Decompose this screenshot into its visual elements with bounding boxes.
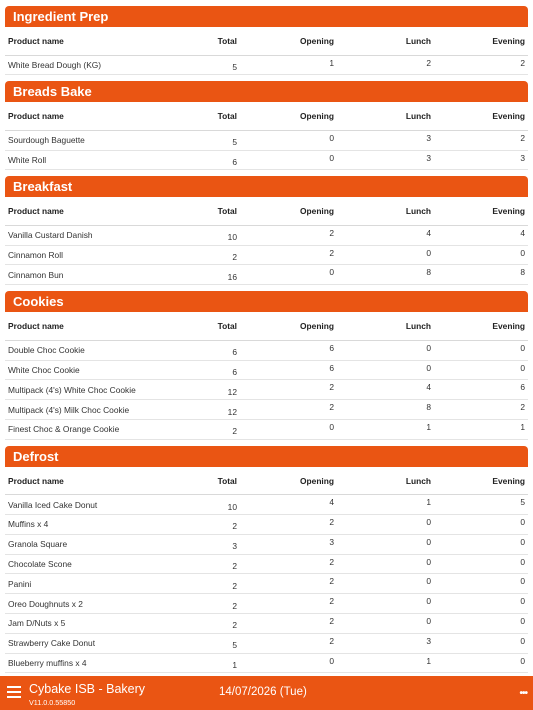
table-row[interactable] [5, 534, 528, 554]
lunch-cell: 8 [337, 400, 434, 420]
total-cell: 2 [185, 419, 240, 439]
table-header-row [5, 312, 528, 340]
evening-cell: 1 [434, 419, 528, 439]
column-header-product: Product name [5, 312, 185, 340]
column-header-total: Total [185, 467, 240, 495]
product-name-cell: Cinnamon Roll [5, 245, 185, 265]
section-defrost [5, 446, 528, 674]
product-name-cell: Jam D/Nuts x 5 [5, 614, 185, 634]
product-name-cell: Vanilla Custard Danish [5, 225, 185, 245]
product-name-cell: Muffins x 4 [5, 515, 185, 535]
total-cell: 2 [185, 574, 240, 594]
total-cell: 5 [185, 633, 240, 653]
total-cell: 12 [185, 380, 240, 400]
total-cell: 10 [185, 225, 240, 245]
product-name-cell: Panini [5, 574, 185, 594]
column-header-opening: Opening [240, 467, 337, 495]
total-cell: 12 [185, 400, 240, 420]
opening-cell: 2 [240, 594, 337, 614]
lunch-cell: 8 [337, 265, 434, 285]
table-row[interactable] [5, 495, 528, 515]
product-table [5, 197, 528, 285]
table-header-row [5, 197, 528, 225]
opening-cell: 0 [240, 419, 337, 439]
table-header-row [5, 467, 528, 495]
table-row[interactable] [5, 400, 528, 420]
product-name-cell: Multipack (4's) White Choc Cookie [5, 380, 185, 400]
product-name-cell: Strawberry Cake Donut [5, 633, 185, 653]
evening-cell: 0 [434, 594, 528, 614]
lunch-cell: 3 [337, 130, 434, 150]
opening-cell: 2 [240, 225, 337, 245]
column-header-lunch: Lunch [337, 467, 434, 495]
opening-cell: 0 [240, 150, 337, 170]
product-name-cell: White Roll [5, 150, 185, 170]
opening-cell: 1 [240, 55, 337, 75]
table-row[interactable] [5, 360, 528, 380]
evening-cell: 5 [434, 495, 528, 515]
column-header-opening: Opening [240, 27, 337, 55]
total-cell: 5 [185, 55, 240, 75]
opening-cell: 2 [240, 614, 337, 634]
column-header-lunch: Lunch [337, 312, 434, 340]
ellipsis-icon[interactable]: ••• [519, 688, 527, 699]
product-table [5, 467, 528, 674]
total-cell: 1 [185, 653, 240, 673]
table-row[interactable] [5, 225, 528, 245]
product-name-cell: Oreo Doughnuts x 2 [5, 594, 185, 614]
opening-cell: 2 [240, 380, 337, 400]
product-name-cell: Cinnamon Bun [5, 265, 185, 285]
lunch-cell: 0 [337, 515, 434, 535]
evening-cell: 4 [434, 225, 528, 245]
current-date[interactable]: 14/07/2026 (Tue) [219, 686, 307, 698]
column-header-opening: Opening [240, 312, 337, 340]
table-row[interactable] [5, 574, 528, 594]
lunch-cell: 4 [337, 380, 434, 400]
table-row[interactable] [5, 245, 528, 265]
lunch-cell: 2 [337, 55, 434, 75]
lunch-cell: 0 [337, 614, 434, 634]
total-cell: 6 [185, 150, 240, 170]
lunch-cell: 0 [337, 360, 434, 380]
lunch-cell: 0 [337, 594, 434, 614]
lunch-cell: 4 [337, 225, 434, 245]
column-header-product: Product name [5, 27, 185, 55]
lunch-cell: 0 [337, 245, 434, 265]
table-row[interactable] [5, 130, 528, 150]
evening-cell: 8 [434, 265, 528, 285]
section-header[interactable]: Breakfast [5, 176, 528, 197]
evening-cell: 2 [434, 400, 528, 420]
evening-cell: 6 [434, 380, 528, 400]
opening-cell: 6 [240, 360, 337, 380]
product-name-cell: Double Choc Cookie [5, 340, 185, 360]
evening-cell: 0 [434, 534, 528, 554]
opening-cell: 2 [240, 400, 337, 420]
app-version: V11.0.0.55850 [29, 698, 76, 707]
column-header-lunch: Lunch [337, 27, 434, 55]
product-name-cell: White Choc Cookie [5, 360, 185, 380]
total-cell: 10 [185, 495, 240, 515]
column-header-evening: Evening [434, 27, 528, 55]
column-header-opening: Opening [240, 197, 337, 225]
table-row[interactable] [5, 515, 528, 535]
opening-cell: 2 [240, 245, 337, 265]
table-row[interactable] [5, 653, 528, 673]
product-name-cell: Multipack (4's) Milk Choc Cookie [5, 400, 185, 420]
opening-cell: 0 [240, 653, 337, 673]
hamburger-menu-icon[interactable] [7, 686, 21, 700]
section-header[interactable]: Defrost [5, 446, 528, 467]
opening-cell: 2 [240, 554, 337, 574]
product-table [5, 102, 528, 170]
opening-cell: 2 [240, 633, 337, 653]
column-header-product: Product name [5, 467, 185, 495]
column-header-product: Product name [5, 197, 185, 225]
product-table [5, 312, 528, 439]
total-cell: 6 [185, 360, 240, 380]
column-header-total: Total [185, 312, 240, 340]
total-cell: 5 [185, 130, 240, 150]
table-row[interactable] [5, 150, 528, 170]
product-name-cell: Vanilla Iced Cake Donut [5, 495, 185, 515]
column-header-lunch: Lunch [337, 102, 434, 130]
column-header-product: Product name [5, 102, 185, 130]
opening-cell: 0 [240, 130, 337, 150]
section-breakfast [5, 176, 528, 285]
column-header-total: Total [185, 102, 240, 130]
product-name-cell: Chocolate Scone [5, 554, 185, 574]
evening-cell: 0 [434, 653, 528, 673]
table-row[interactable] [5, 614, 528, 634]
table-header-row [5, 102, 528, 130]
product-table [5, 27, 528, 75]
section-header[interactable]: Cookies [5, 291, 528, 312]
evening-cell: 0 [434, 245, 528, 265]
opening-cell: 2 [240, 574, 337, 594]
total-cell: 2 [185, 554, 240, 574]
lunch-cell: 0 [337, 574, 434, 594]
product-name-cell: Finest Choc & Orange Cookie [5, 419, 185, 439]
evening-cell: 2 [434, 130, 528, 150]
lunch-cell: 1 [337, 419, 434, 439]
table-row[interactable] [5, 55, 528, 75]
opening-cell: 4 [240, 495, 337, 515]
lunch-cell: 0 [337, 534, 434, 554]
lunch-cell: 3 [337, 633, 434, 653]
opening-cell: 2 [240, 515, 337, 535]
table-row[interactable] [5, 265, 528, 285]
total-cell: 2 [185, 614, 240, 634]
evening-cell: 0 [434, 554, 528, 574]
evening-cell: 0 [434, 633, 528, 653]
app-title: Cybake ISB - Bakery [29, 682, 146, 696]
total-cell: 2 [185, 515, 240, 535]
product-name-cell: Blueberry muffins x 4 [5, 653, 185, 673]
section-header[interactable]: Breads Bake [5, 81, 528, 102]
section-cookies [5, 291, 528, 439]
evening-cell: 3 [434, 150, 528, 170]
total-cell: 16 [185, 265, 240, 285]
section-header[interactable]: Ingredient Prep [5, 6, 528, 27]
section-breads-bake [5, 81, 528, 170]
table-row[interactable] [5, 594, 528, 614]
section-ingredient-prep [5, 6, 528, 75]
column-header-evening: Evening [434, 102, 528, 130]
product-name-cell: White Bread Dough (KG) [5, 55, 185, 75]
evening-cell: 0 [434, 614, 528, 634]
total-cell: 2 [185, 594, 240, 614]
bottom-app-bar [0, 676, 533, 710]
column-header-opening: Opening [240, 102, 337, 130]
column-header-evening: Evening [434, 312, 528, 340]
evening-cell: 0 [434, 574, 528, 594]
lunch-cell: 0 [337, 340, 434, 360]
lunch-cell: 1 [337, 495, 434, 515]
column-header-lunch: Lunch [337, 197, 434, 225]
product-name-cell: Sourdough Baguette [5, 130, 185, 150]
table-row[interactable] [5, 554, 528, 574]
lunch-cell: 0 [337, 554, 434, 574]
total-cell: 3 [185, 534, 240, 554]
evening-cell: 0 [434, 515, 528, 535]
lunch-cell: 1 [337, 653, 434, 673]
column-header-total: Total [185, 197, 240, 225]
column-header-evening: Evening [434, 197, 528, 225]
evening-cell: 0 [434, 340, 528, 360]
total-cell: 6 [185, 340, 240, 360]
total-cell: 2 [185, 245, 240, 265]
product-name-cell: Granola Square [5, 534, 185, 554]
evening-cell: 2 [434, 55, 528, 75]
table-row[interactable] [5, 419, 528, 439]
opening-cell: 6 [240, 340, 337, 360]
lunch-cell: 3 [337, 150, 434, 170]
opening-cell: 3 [240, 534, 337, 554]
table-row[interactable] [5, 380, 528, 400]
column-header-total: Total [185, 27, 240, 55]
evening-cell: 0 [434, 360, 528, 380]
opening-cell: 0 [240, 265, 337, 285]
column-header-evening: Evening [434, 467, 528, 495]
table-row[interactable] [5, 633, 528, 653]
table-header-row [5, 27, 528, 55]
table-row[interactable] [5, 340, 528, 360]
